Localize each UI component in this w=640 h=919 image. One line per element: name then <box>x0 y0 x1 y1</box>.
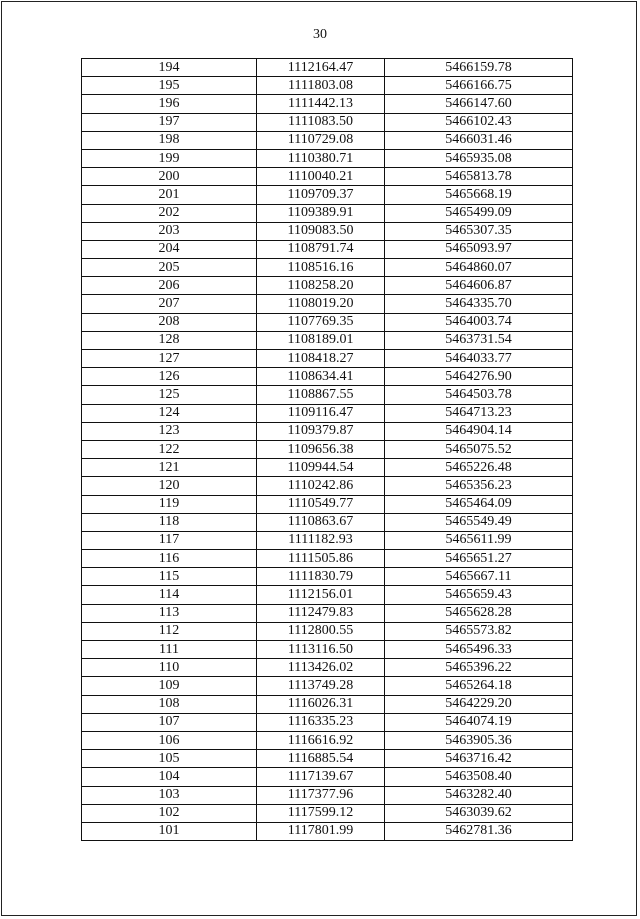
x-coordinate-cell: 1112800.55 <box>257 622 385 640</box>
x-coordinate-cell: 1111830.79 <box>257 568 385 586</box>
point-number-cell: 199 <box>82 149 257 167</box>
x-coordinate-cell: 1109389.91 <box>257 204 385 222</box>
table-row <box>82 113 573 131</box>
y-coordinate-cell: 5463282.40 <box>385 786 573 804</box>
y-coordinate-cell: 5464003.74 <box>385 313 573 331</box>
y-coordinate-cell: 5463905.36 <box>385 731 573 749</box>
table-row <box>82 731 573 749</box>
x-coordinate-cell: 1107769.35 <box>257 313 385 331</box>
point-number-cell: 203 <box>82 222 257 240</box>
x-coordinate-cell: 1108867.55 <box>257 386 385 404</box>
y-coordinate-cell: 5464503.78 <box>385 386 573 404</box>
x-coordinate-cell: 1109656.38 <box>257 440 385 458</box>
y-coordinate-cell: 5464276.90 <box>385 368 573 386</box>
y-coordinate-cell: 5463508.40 <box>385 768 573 786</box>
point-number-cell: 101 <box>82 822 257 840</box>
y-coordinate-cell: 5465659.43 <box>385 586 573 604</box>
point-number-cell: 124 <box>82 404 257 422</box>
x-coordinate-cell: 1108634.41 <box>257 368 385 386</box>
y-coordinate-cell: 5465549.49 <box>385 513 573 531</box>
x-coordinate-cell: 1110380.71 <box>257 149 385 167</box>
table-row <box>82 386 573 404</box>
table-row <box>82 586 573 604</box>
point-number-cell: 112 <box>82 622 257 640</box>
x-coordinate-cell: 1109083.50 <box>257 222 385 240</box>
y-coordinate-cell: 5464606.87 <box>385 277 573 295</box>
x-coordinate-cell: 1108258.20 <box>257 277 385 295</box>
table-row <box>82 550 573 568</box>
table-row <box>82 804 573 822</box>
x-coordinate-cell: 1116885.54 <box>257 750 385 768</box>
table-row <box>82 513 573 531</box>
point-number-cell: 197 <box>82 113 257 131</box>
point-number-cell: 104 <box>82 768 257 786</box>
point-number-cell: 115 <box>82 568 257 586</box>
y-coordinate-cell: 5466147.60 <box>385 95 573 113</box>
point-number-cell: 122 <box>82 440 257 458</box>
table-row <box>82 822 573 840</box>
point-number-cell: 118 <box>82 513 257 531</box>
point-number-cell: 121 <box>82 459 257 477</box>
point-number-cell: 206 <box>82 277 257 295</box>
y-coordinate-cell: 5465651.27 <box>385 550 573 568</box>
x-coordinate-cell: 1113749.28 <box>257 677 385 695</box>
x-coordinate-cell: 1111803.08 <box>257 77 385 95</box>
table-row <box>82 750 573 768</box>
table-row <box>82 204 573 222</box>
x-coordinate-cell: 1113426.02 <box>257 659 385 677</box>
point-number-cell: 126 <box>82 368 257 386</box>
point-number-cell: 103 <box>82 786 257 804</box>
point-number-cell: 194 <box>82 59 257 77</box>
table-row <box>82 477 573 495</box>
y-coordinate-cell: 5464074.19 <box>385 713 573 731</box>
y-coordinate-cell: 5465611.99 <box>385 531 573 549</box>
point-number-cell: 117 <box>82 531 257 549</box>
table-row <box>82 295 573 313</box>
table-row <box>82 568 573 586</box>
y-coordinate-cell: 5464335.70 <box>385 295 573 313</box>
y-coordinate-cell: 5465667.11 <box>385 568 573 586</box>
table-row <box>82 459 573 477</box>
x-coordinate-cell: 1113116.50 <box>257 641 385 659</box>
table-row <box>82 531 573 549</box>
y-coordinate-cell: 5465356.23 <box>385 477 573 495</box>
table-row <box>82 186 573 204</box>
x-coordinate-cell: 1116026.31 <box>257 695 385 713</box>
table-row <box>82 331 573 349</box>
table-row <box>82 259 573 277</box>
y-coordinate-cell: 5465813.78 <box>385 168 573 186</box>
y-coordinate-cell: 5466166.75 <box>385 77 573 95</box>
y-coordinate-cell: 5465396.22 <box>385 659 573 677</box>
x-coordinate-cell: 1112164.47 <box>257 59 385 77</box>
x-coordinate-cell: 1117599.12 <box>257 804 385 822</box>
table-row <box>82 404 573 422</box>
point-number-cell: 116 <box>82 550 257 568</box>
x-coordinate-cell: 1111182.93 <box>257 531 385 549</box>
x-coordinate-cell: 1111442.13 <box>257 95 385 113</box>
y-coordinate-cell: 5464860.07 <box>385 259 573 277</box>
point-number-cell: 123 <box>82 422 257 440</box>
table-row <box>82 240 573 258</box>
y-coordinate-cell: 5465226.48 <box>385 459 573 477</box>
point-number-cell: 207 <box>82 295 257 313</box>
page-number: 30 <box>313 27 327 42</box>
table-row <box>82 95 573 113</box>
point-number-cell: 195 <box>82 77 257 95</box>
y-coordinate-cell: 5466031.46 <box>385 131 573 149</box>
y-coordinate-cell: 5462781.36 <box>385 822 573 840</box>
table-row <box>82 659 573 677</box>
table-row <box>82 313 573 331</box>
point-number-cell: 114 <box>82 586 257 604</box>
coordinates-table <box>81 58 573 841</box>
y-coordinate-cell: 5465668.19 <box>385 186 573 204</box>
x-coordinate-cell: 1117139.67 <box>257 768 385 786</box>
x-coordinate-cell: 1110729.08 <box>257 131 385 149</box>
x-coordinate-cell: 1108516.16 <box>257 259 385 277</box>
table-row <box>82 277 573 295</box>
point-number-cell: 109 <box>82 677 257 695</box>
table-row <box>82 131 573 149</box>
x-coordinate-cell: 1116335.23 <box>257 713 385 731</box>
point-number-cell: 127 <box>82 350 257 368</box>
table-row <box>82 495 573 513</box>
point-number-cell: 201 <box>82 186 257 204</box>
point-number-cell: 200 <box>82 168 257 186</box>
x-coordinate-cell: 1112156.01 <box>257 586 385 604</box>
x-coordinate-cell: 1117377.96 <box>257 786 385 804</box>
y-coordinate-cell: 5464713.23 <box>385 404 573 422</box>
table-row <box>82 350 573 368</box>
x-coordinate-cell: 1109379.87 <box>257 422 385 440</box>
table-row <box>82 59 573 77</box>
point-number-cell: 105 <box>82 750 257 768</box>
table-row <box>82 713 573 731</box>
y-coordinate-cell: 5465264.18 <box>385 677 573 695</box>
y-coordinate-cell: 5463039.62 <box>385 804 573 822</box>
table-row <box>82 440 573 458</box>
y-coordinate-cell: 5465307.35 <box>385 222 573 240</box>
y-coordinate-cell: 5464033.77 <box>385 350 573 368</box>
x-coordinate-cell: 1109944.54 <box>257 459 385 477</box>
y-coordinate-cell: 5463716.42 <box>385 750 573 768</box>
y-coordinate-cell: 5465628.28 <box>385 604 573 622</box>
x-coordinate-cell: 1116616.92 <box>257 731 385 749</box>
x-coordinate-cell: 1112479.83 <box>257 604 385 622</box>
point-number-cell: 111 <box>82 641 257 659</box>
x-coordinate-cell: 1108791.74 <box>257 240 385 258</box>
x-coordinate-cell: 1110040.21 <box>257 168 385 186</box>
point-number-cell: 107 <box>82 713 257 731</box>
table-row <box>82 168 573 186</box>
point-number-cell: 205 <box>82 259 257 277</box>
table-row <box>82 622 573 640</box>
table-row <box>82 786 573 804</box>
x-coordinate-cell: 1109116.47 <box>257 404 385 422</box>
x-coordinate-cell: 1111505.86 <box>257 550 385 568</box>
point-number-cell: 119 <box>82 495 257 513</box>
point-number-cell: 113 <box>82 604 257 622</box>
y-coordinate-cell: 5464904.14 <box>385 422 573 440</box>
table-row <box>82 604 573 622</box>
x-coordinate-cell: 1108418.27 <box>257 350 385 368</box>
x-coordinate-cell: 1110242.86 <box>257 477 385 495</box>
x-coordinate-cell: 1109709.37 <box>257 186 385 204</box>
y-coordinate-cell: 5464229.20 <box>385 695 573 713</box>
table-row <box>82 149 573 167</box>
y-coordinate-cell: 5465935.08 <box>385 149 573 167</box>
point-number-cell: 202 <box>82 204 257 222</box>
y-coordinate-cell: 5465093.97 <box>385 240 573 258</box>
y-coordinate-cell: 5465499.09 <box>385 204 573 222</box>
point-number-cell: 198 <box>82 131 257 149</box>
y-coordinate-cell: 5463731.54 <box>385 331 573 349</box>
point-number-cell: 204 <box>82 240 257 258</box>
table-row <box>82 768 573 786</box>
x-coordinate-cell: 1110863.67 <box>257 513 385 531</box>
point-number-cell: 125 <box>82 386 257 404</box>
point-number-cell: 120 <box>82 477 257 495</box>
y-coordinate-cell: 5466159.78 <box>385 59 573 77</box>
point-number-cell: 102 <box>82 804 257 822</box>
table-row <box>82 641 573 659</box>
table-row <box>82 677 573 695</box>
y-coordinate-cell: 5465464.09 <box>385 495 573 513</box>
point-number-cell: 208 <box>82 313 257 331</box>
x-coordinate-cell: 1108189.01 <box>257 331 385 349</box>
point-number-cell: 108 <box>82 695 257 713</box>
x-coordinate-cell: 1108019.20 <box>257 295 385 313</box>
table-row <box>82 77 573 95</box>
coordinates-table-body <box>82 59 573 841</box>
x-coordinate-cell: 1111083.50 <box>257 113 385 131</box>
x-coordinate-cell: 1117801.99 <box>257 822 385 840</box>
table-row <box>82 222 573 240</box>
point-number-cell: 196 <box>82 95 257 113</box>
point-number-cell: 106 <box>82 731 257 749</box>
point-number-cell: 128 <box>82 331 257 349</box>
table-row <box>82 695 573 713</box>
y-coordinate-cell: 5465573.82 <box>385 622 573 640</box>
table-row <box>82 368 573 386</box>
table-row <box>82 422 573 440</box>
y-coordinate-cell: 5465496.33 <box>385 641 573 659</box>
x-coordinate-cell: 1110549.77 <box>257 495 385 513</box>
y-coordinate-cell: 5465075.52 <box>385 440 573 458</box>
y-coordinate-cell: 5466102.43 <box>385 113 573 131</box>
point-number-cell: 110 <box>82 659 257 677</box>
